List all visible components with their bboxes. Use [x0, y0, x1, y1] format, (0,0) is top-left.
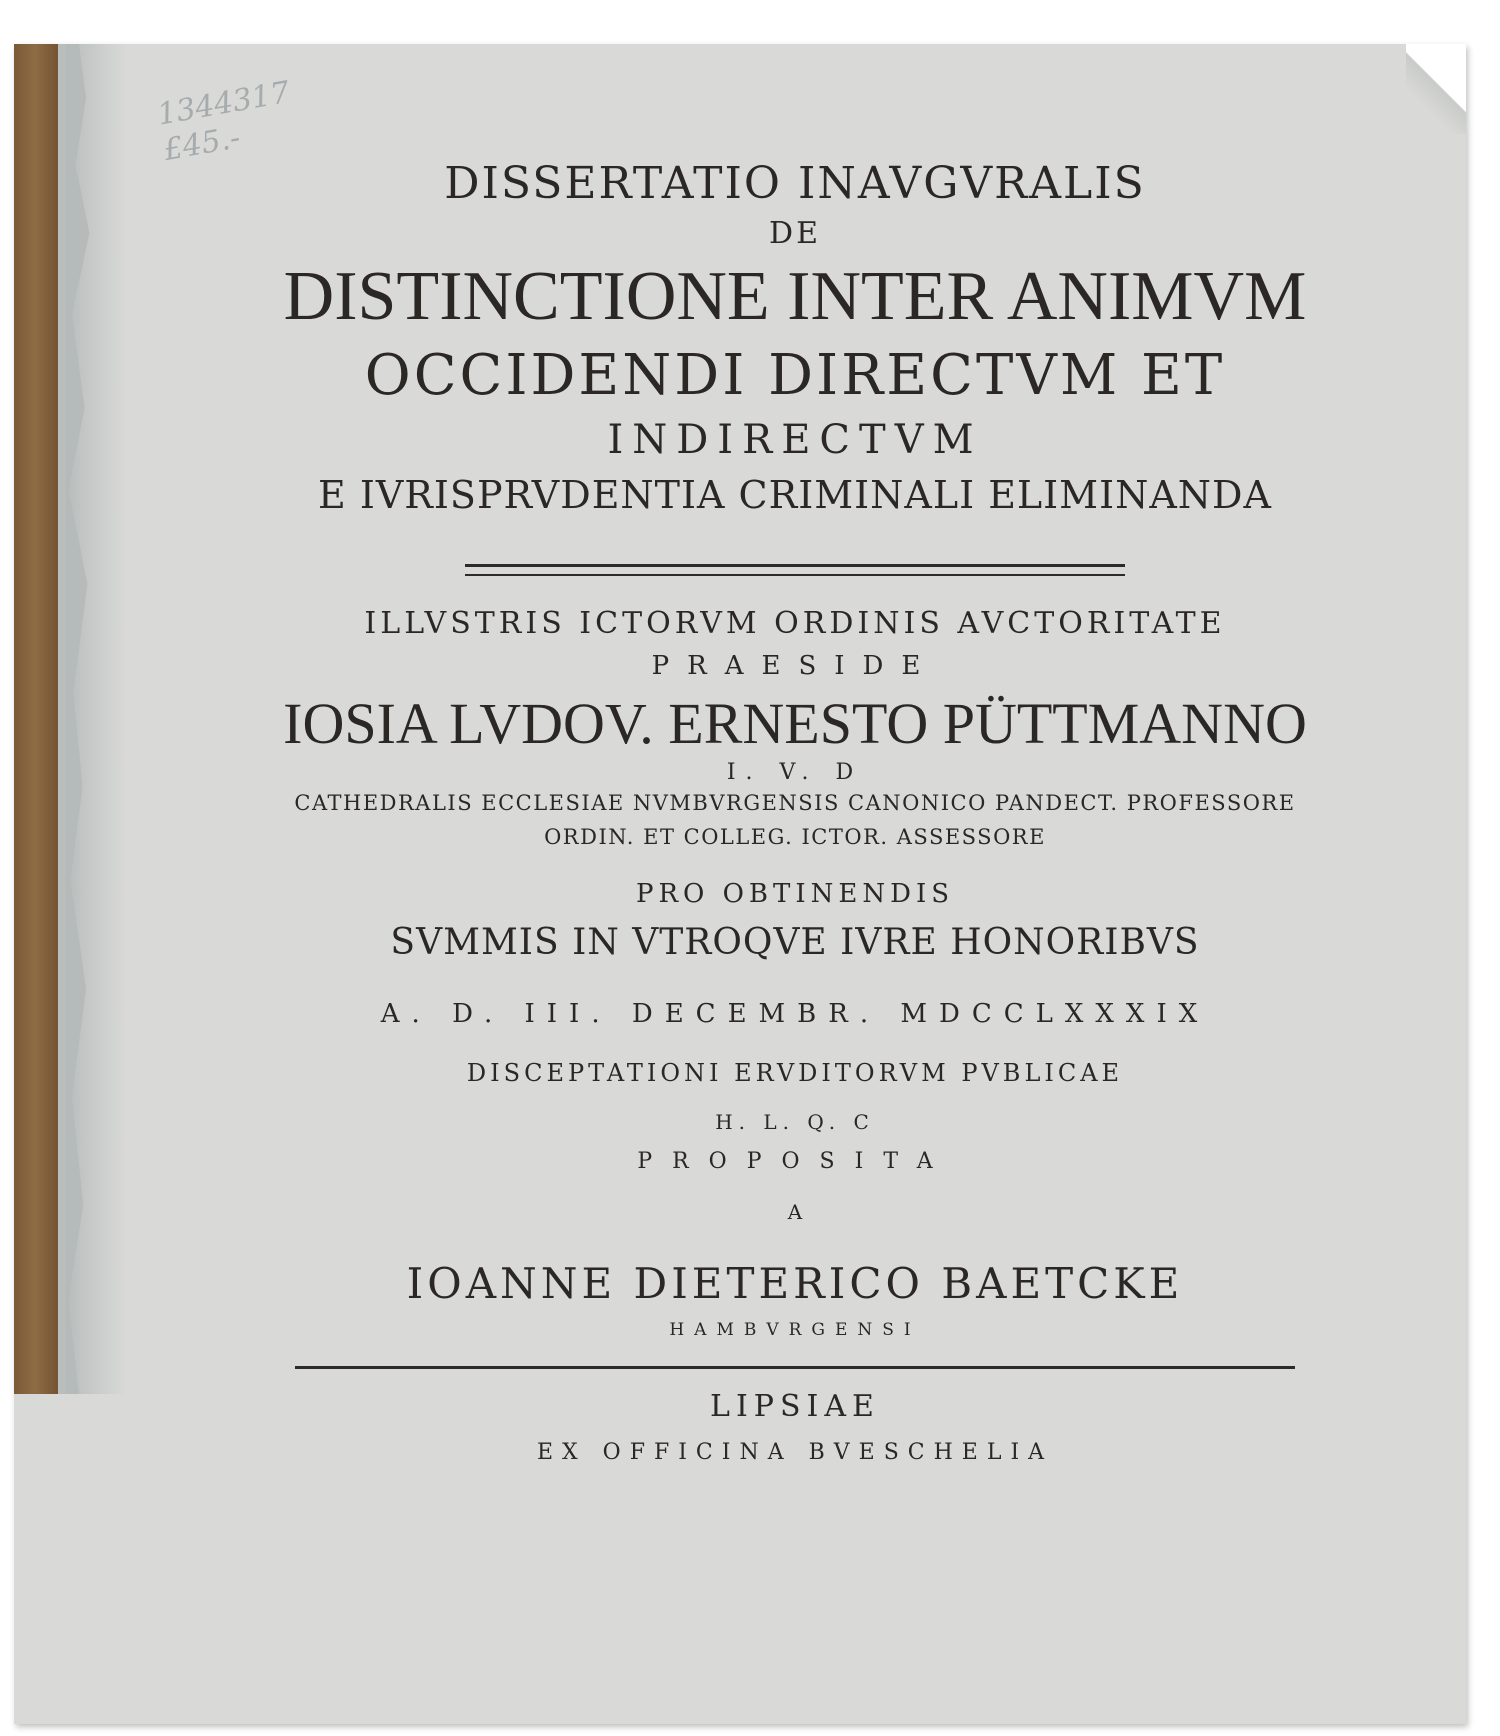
imprint-place: LIPSIAE	[710, 1389, 880, 1424]
title-block	[164, 154, 1426, 1473]
title-line-3: INDIRECTVM	[607, 417, 983, 463]
praeses-title-line-1: CATHEDRALIS ECCLESIAE NVMBVRGENSIS CANONICO PANDECT. PROFESSORE	[294, 791, 1296, 815]
praeses-degree: I. V. D	[726, 760, 864, 785]
paper-shadow	[66, 44, 126, 1394]
title-line-4: E IVRISPRVDENTIA CRIMINALI ELIMINANDA	[318, 473, 1272, 517]
disceptationi-line: DISCEPTATIONI ERVDITORVM PVBLICAE	[466, 1059, 1124, 1087]
title-line-2: OCCIDENDI DIRECTVM ET	[364, 343, 1226, 408]
handwritten-catalog-number: 1344317	[154, 74, 293, 133]
author-name: IOANNE DIETERICO BAETCKE	[406, 1259, 1184, 1308]
heading-dissertatio: DISSERTATIO INAVGVRALIS	[444, 158, 1146, 209]
folded-corner	[1406, 44, 1466, 134]
horizontal-rule	[295, 1366, 1295, 1369]
a-line: A	[787, 1200, 803, 1224]
date-line: A. D. III. DECEMBR. MDCCLXXXIX	[380, 999, 1210, 1029]
praeside-label: PRAESIDE	[651, 651, 939, 681]
handwritten-price: £45.-	[161, 120, 243, 169]
heading-de: DE	[769, 216, 821, 251]
proposita-line: PROPOSITA	[637, 1149, 953, 1174]
title-line-1: DISTINCTIONE INTER ANIMVM	[283, 258, 1307, 335]
decorative-double-rule	[465, 564, 1125, 576]
pro-obtinendis-line: PRO OBTINENDIS	[635, 879, 955, 909]
praeses-title-line-2: ORDIN. ET COLLEG. ICTOR. ASSESSORE	[544, 825, 1046, 849]
title-page-sheet	[14, 44, 1466, 1724]
honoribus-line: SVMMIS IN VTROQVE IVRE HONORIBVS	[390, 922, 1200, 963]
imprint-printer: EX OFFICINA BVESCHELIA	[536, 1440, 1054, 1465]
hlqc-line: H. L. Q. C	[715, 1110, 875, 1134]
praeses-name: IOSIA LVDOV. ERNESTO PÜTTMANNO	[283, 691, 1307, 756]
authority-line: ILLVSTRIS ICTORVM ORDINIS AVCTORITATE	[364, 606, 1226, 641]
author-origin: HAMBVRGENSI	[669, 1320, 921, 1340]
